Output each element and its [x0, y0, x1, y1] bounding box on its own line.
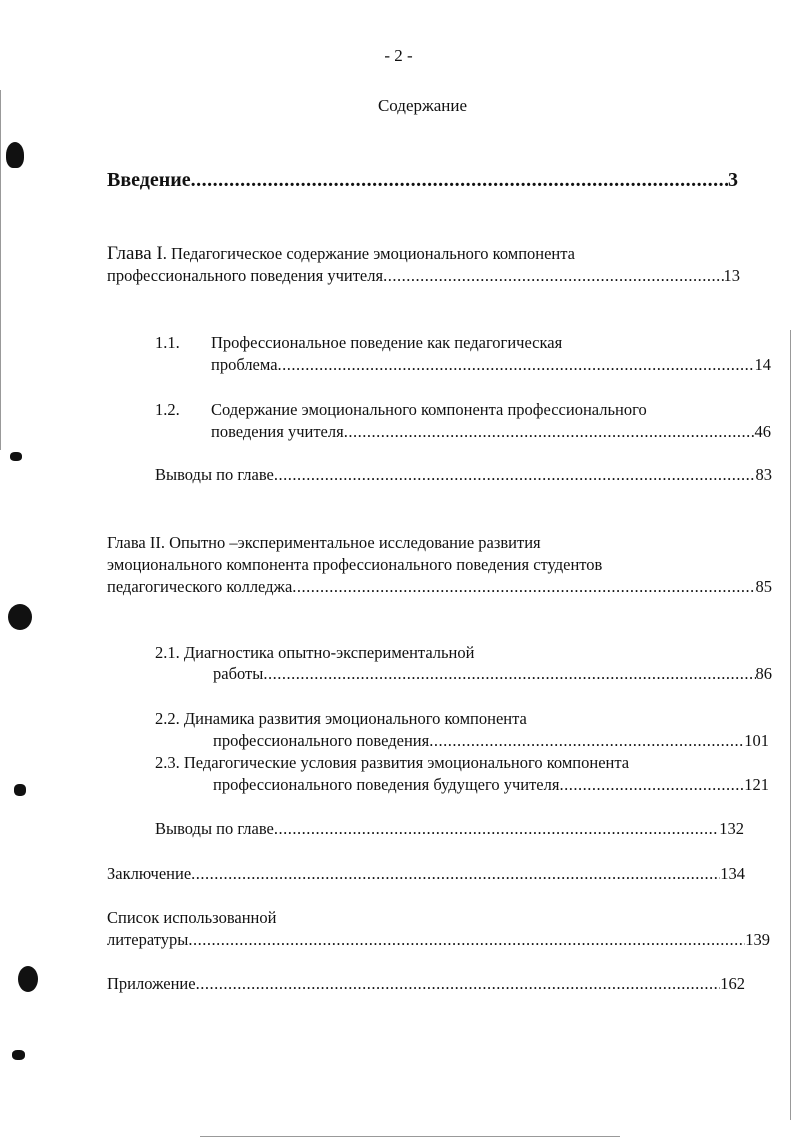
dot-leader — [196, 974, 721, 994]
toc-section-1-1-line2: проблема ..... 14 — [211, 355, 771, 375]
toc-section-1-2-line1: Содержание эмоционального компонента профессионального — [211, 400, 647, 419]
toc-chapter-1-line2: профессионального поведения учителя ..... 13 — [107, 266, 740, 286]
dot-leader — [383, 266, 723, 286]
toc-conclusion-page: 134 — [720, 864, 745, 883]
page-title: Содержание — [377, 96, 468, 115]
toc-bibliography-line1: Список использованной — [107, 908, 277, 927]
toc-intro — [107, 168, 738, 192]
toc-section-2-1-line1: 2.1. Диагностика опытно-экспериментальной — [155, 643, 475, 662]
toc-conclusions-1-page: 83 — [755, 465, 772, 484]
toc-conclusions-2-page: 132 — [719, 819, 744, 838]
toc-chapter-2-line1: Глава II. Опытно –экспериментальное исследование развития — [107, 533, 541, 552]
dot-leader — [274, 465, 756, 485]
toc-section-1-1-line1: Профессиональное поведение как педагогическая — [211, 333, 563, 352]
toc-conclusions-2: Выводы по главе ..... 132 — [155, 819, 744, 839]
punch-hole-mark — [14, 784, 26, 796]
punch-hole-mark — [12, 1050, 25, 1060]
toc-section-2-3-line2: профессионального поведения будущего учителя ..... 121 — [213, 775, 769, 795]
toc-section-2-3-line1: 2.3. Педагогические условия развития эмоционального компонента — [155, 753, 630, 772]
toc-section-number: 1.2. — [155, 400, 180, 419]
punch-hole-mark — [10, 452, 22, 461]
toc-conclusions-1: Выводы по главе ..... 83 — [155, 465, 772, 485]
toc-section-2-3-page: 121 — [744, 775, 769, 794]
toc-section-1-2-page: 46 — [754, 422, 771, 441]
toc-chapter-1-label: Глава I — [107, 243, 163, 264]
punch-hole-mark — [6, 142, 24, 168]
page-number: - 2 - — [384, 46, 413, 65]
toc-chapter-1-line1: Глава I. Педагогическое содержание эмоционального компонента — [107, 243, 575, 264]
punch-hole-mark — [8, 604, 32, 630]
toc-chapter-2-line2: эмоционального компонента профессионального поведения студентов — [107, 555, 603, 574]
toc-section-2-2-page: 101 — [744, 731, 769, 750]
toc-chapter-2-page: 85 — [755, 577, 772, 596]
dot-leader — [263, 664, 755, 684]
dot-leader — [191, 864, 720, 884]
toc-chapter-1-page: 13 — [723, 266, 740, 285]
toc-section-2-1-line2: работы ..... 86 — [213, 664, 772, 684]
punch-hole-mark — [18, 966, 38, 992]
toc-bibliography-line2: литературы ..... 139 — [107, 930, 770, 950]
toc-intro-label: Введение — [107, 169, 191, 191]
dot-leader — [274, 819, 719, 839]
dot-leader — [344, 422, 755, 442]
scan-edge-line — [0, 90, 1, 450]
toc-section-2-2-line2: профессионального поведения ..... 101 — [213, 731, 769, 751]
dot-leader — [559, 775, 744, 795]
toc-section-1-1-page: 14 — [754, 355, 771, 374]
toc-section-2-2-line1: 2.2. Динамика развития эмоционального компонента — [155, 709, 527, 728]
toc-chapter-2-line3: педагогического колледжа ..... 85 — [107, 577, 772, 597]
scan-edge-line — [790, 330, 791, 1120]
scan-edge-line — [200, 1136, 620, 1137]
dot-leader — [191, 168, 728, 192]
toc-section-2-1-page: 86 — [755, 664, 772, 683]
dot-leader — [429, 731, 744, 751]
toc-appendix-page: 162 — [720, 974, 745, 993]
dot-leader — [292, 577, 755, 597]
dot-leader — [278, 355, 755, 375]
toc-bibliography-page: 139 — [745, 930, 770, 949]
toc-intro-page: 3 — [728, 169, 738, 191]
dot-leader — [188, 930, 745, 950]
toc-section-1-2-line2: поведения учителя ..... 46 — [211, 422, 771, 442]
toc-section-number: 1.1. — [155, 333, 180, 352]
toc-conclusion: Заключение ..... 134 — [107, 864, 745, 884]
toc-appendix: Приложение ..... 162 — [107, 974, 745, 994]
